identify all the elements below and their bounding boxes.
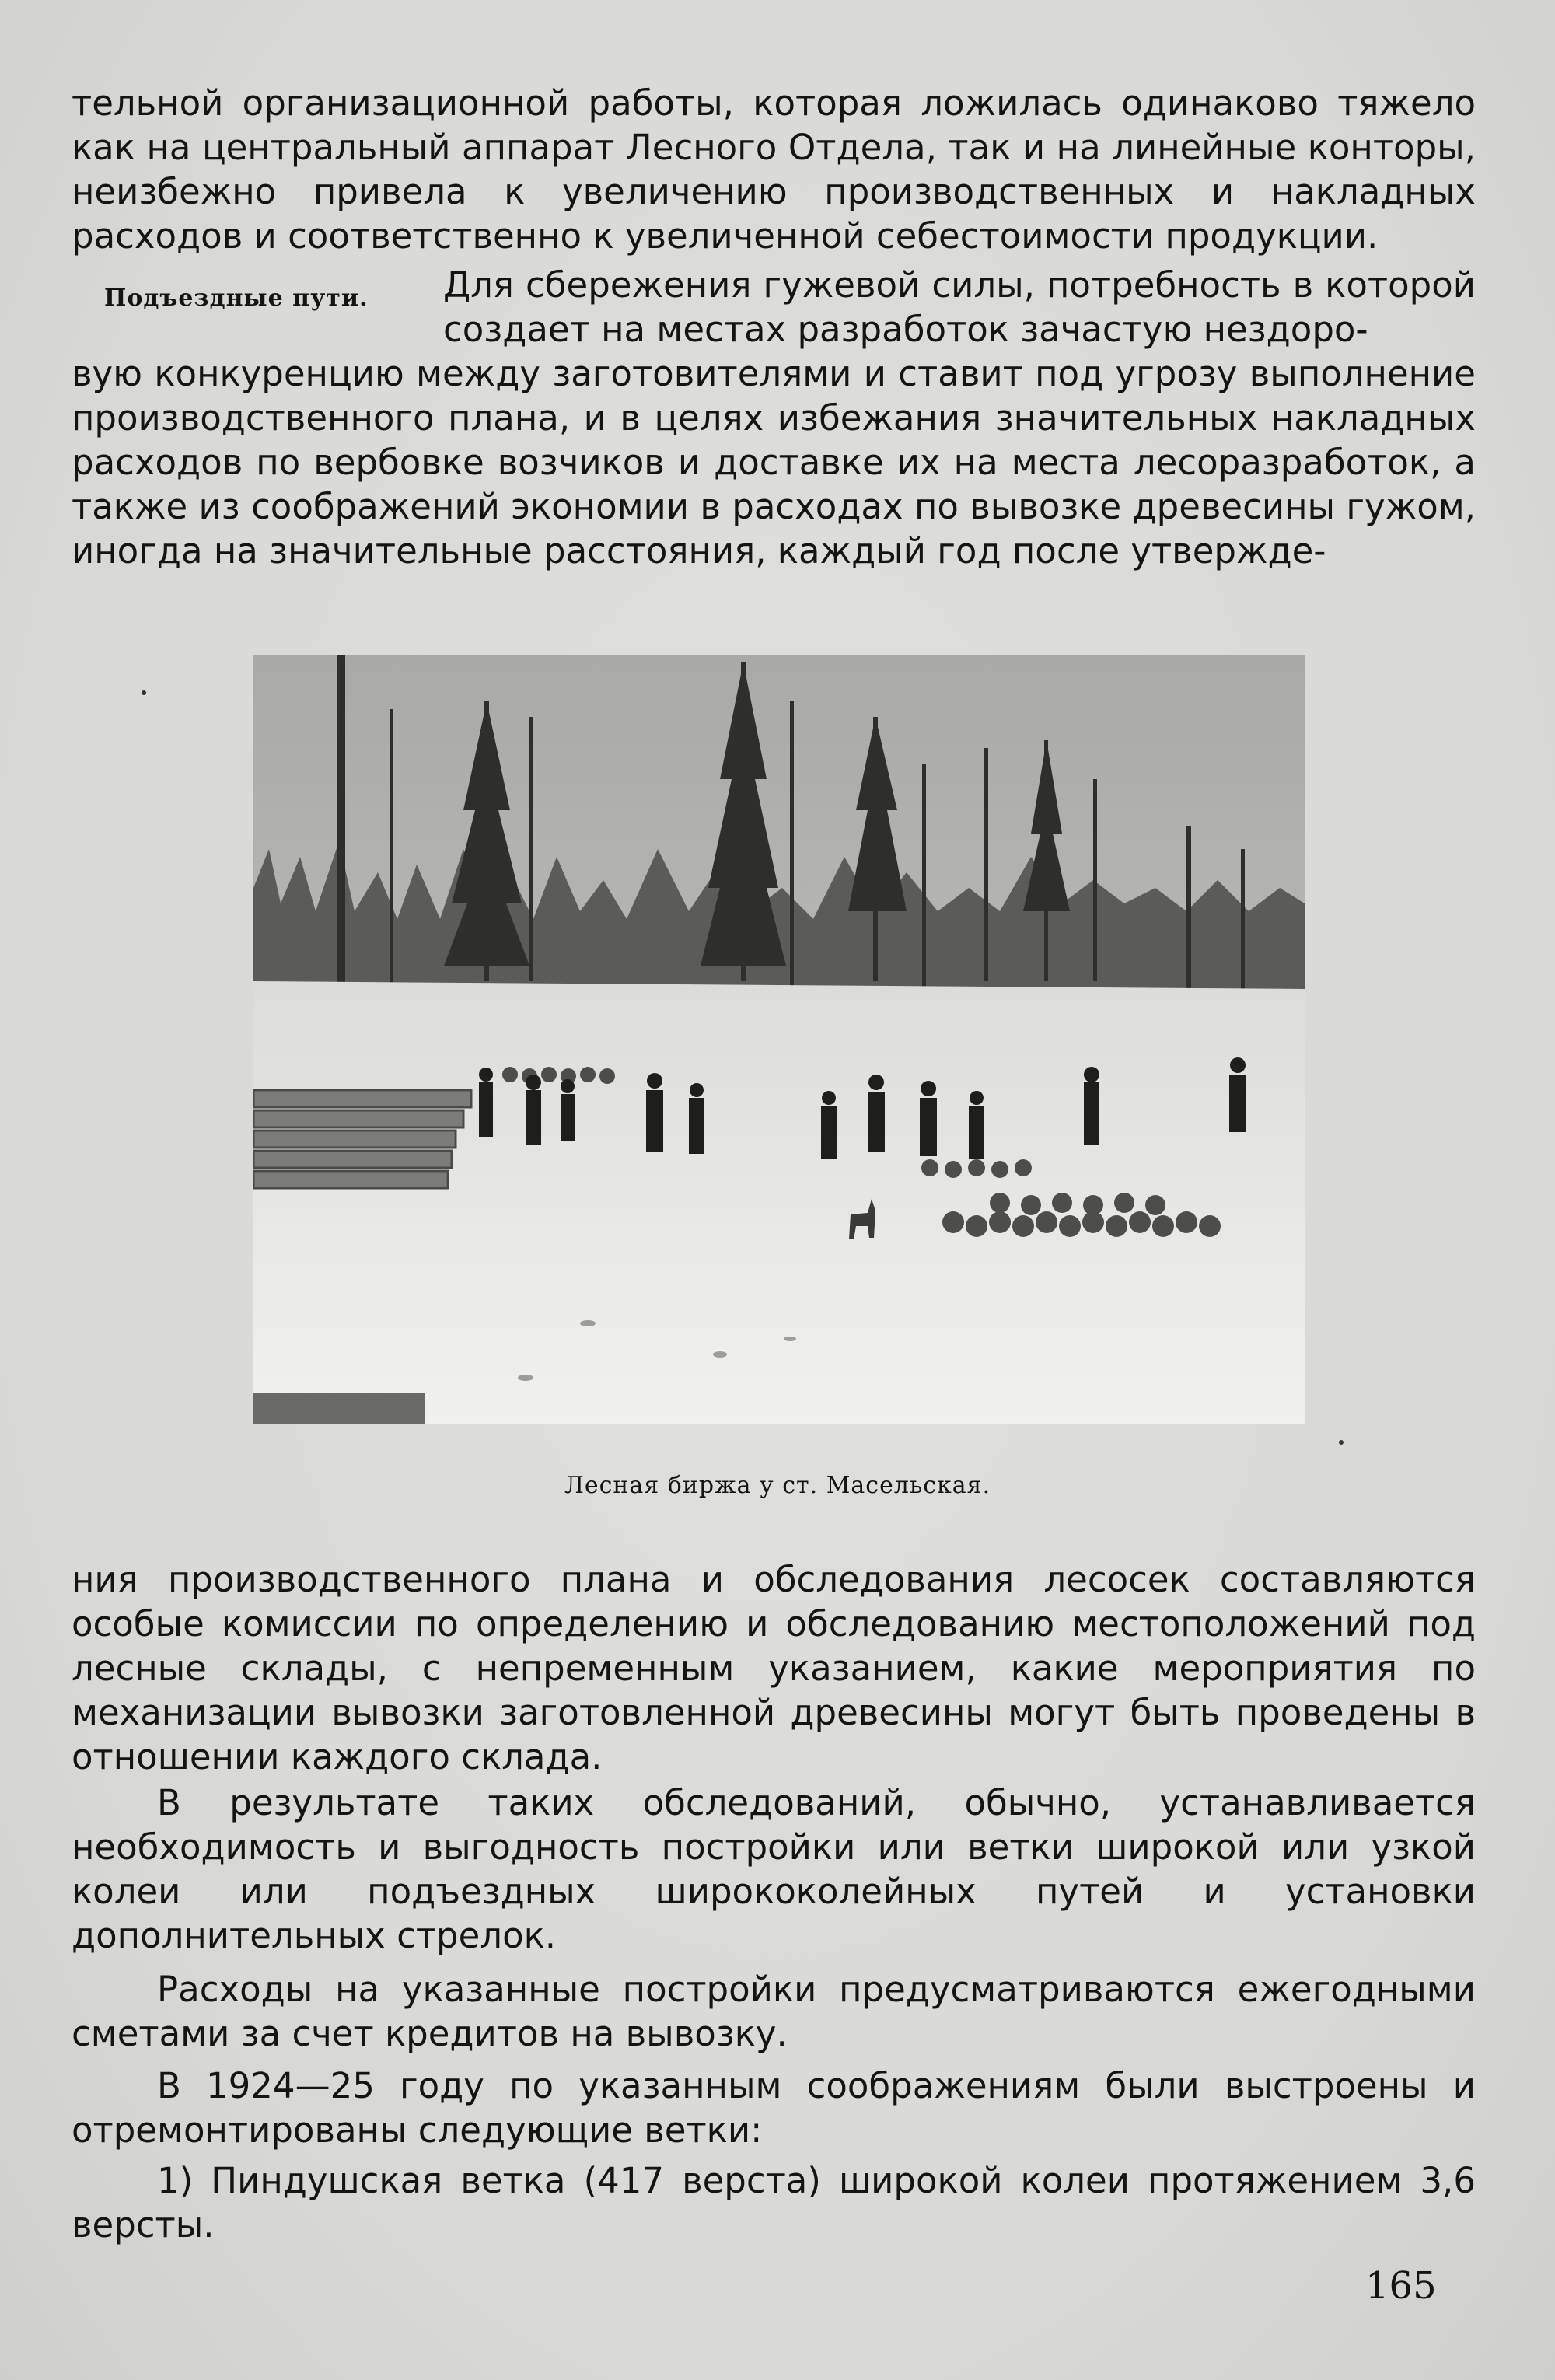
paragraph-7: 1) Пиндушская ветка (417 верста) широкой колеи протяжением 3,6 версты. (72, 2160, 1476, 2245)
paragraph-1: тельной организационной работы, которая ложилась одинаково тяжело как на центральный аппарат Лесного Отдела, так и на линейные конторы, неизбежно привела к увеличению производственных и накладных расходов и соответственно к увеличенной себестоимости продукции. (72, 82, 1476, 257)
paragraph-6: В 1924—25 году по указанным соображениям были выстроены и отремонтированы следующие ветки: (72, 2065, 1476, 2151)
photo-caption: Лесная биржа у ст. Масельская. (564, 1472, 991, 1499)
dust-speck (1339, 1440, 1344, 1445)
page-number: 165 (1365, 2264, 1437, 2308)
paragraph-2-body: вую конкуренцию между заготовителями и ставит под угрозу выполнение производственного плана, и в целях избежания значительных накладных расходов по вербовке возчиков и доставке их на места лесоразработок, а также из соображений экономии в расходах по вывозке древесины гужом, иногда на значительные расстояния, каждый год после утвержде- (72, 353, 1476, 571)
paragraph-4: В результате таких обследований, обычно, устанавливается необходимость и выгодность постройки или ветки широкой или узкой колеи или подъездных ширококолейных путей и установки дополнительных стрелок. (72, 1782, 1476, 1956)
margin-heading: Подъездные пути. (104, 285, 369, 312)
paragraph-3: ния производственного плана и обследования лесосек составляются особые комиссии по определению и обследованию местоположений под лесные склады, с непременным указанием, какие мероприятия по механизации вывозки заготовленной древесины могут быть проведены в отношении каждого склада. (72, 1559, 1476, 1777)
dust-speck (142, 690, 146, 695)
paragraph-2-head: Для сбережения гужевой силы, потребность в которой создает на местах разработок зачастую нездоро- (443, 264, 1476, 350)
forest-depot-photo (253, 655, 1305, 1424)
paragraph-5: Расходы на указанные постройки предусматриваются ежегодными сметами за счет кредитов на вывозку. (72, 1969, 1476, 2054)
